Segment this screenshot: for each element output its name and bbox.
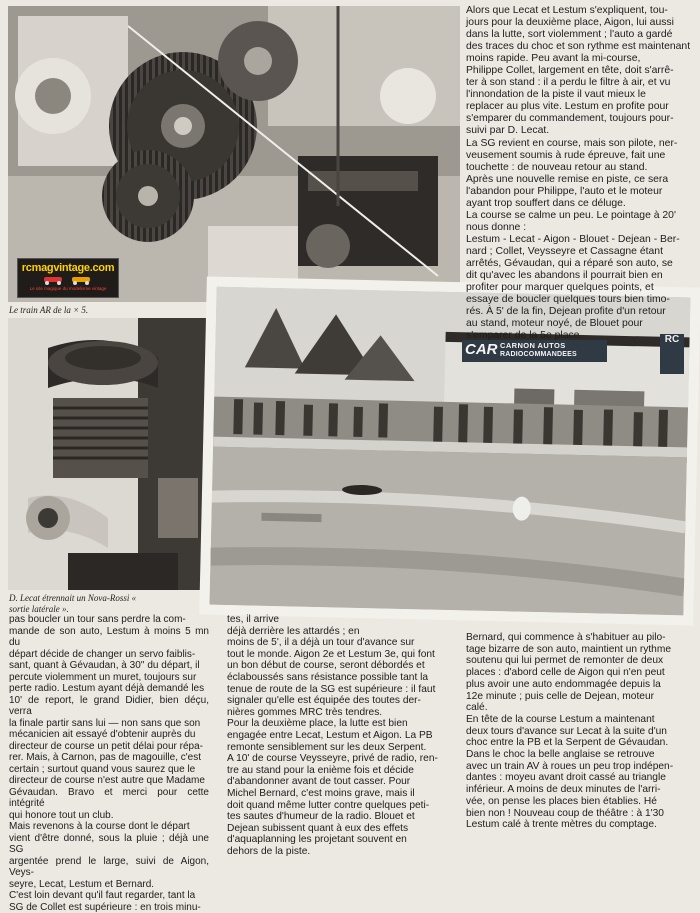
billboard-line1: CARNON AUTOS — [500, 341, 566, 350]
text-line: percute violemment un muret, toujours sur — [9, 672, 209, 684]
text-line: rés. À 5' de la fin, Dejean profite d'un retour — [466, 306, 692, 318]
text-line: A 10' de course Veysseyre, privé de radio, ren- — [227, 753, 453, 765]
text-line: Lestum - Lecat - Aigon - Blouet - Dejean - Ber- — [466, 234, 692, 246]
text-line: Philippe Collet, largement en tête, doit s'arrê- — [466, 65, 692, 77]
text-line: 12e minute ; puis celle de Dejean, moteur — [466, 691, 692, 703]
text-line: tout le monde. Aigon 2e et Lestum 3e, qui font — [227, 649, 453, 661]
text-line: argentée prend le large, suivi de Aigon, Veys- — [9, 856, 209, 879]
text-line: dantes : moyeu avant droit cassé au triangle — [466, 772, 692, 784]
text-line: essaye de boucler quelques tours bien timo- — [466, 294, 692, 306]
text-line: sant, quant à Gévaudan, à 30'' du départ, il — [9, 660, 209, 672]
text-line: doit quand même lutter contre quelques peti- — [227, 800, 453, 812]
text-column-middle — [227, 614, 453, 857]
text-line: Bernard, qui commence à s'habituer au pilo- — [466, 632, 692, 644]
text-line: d'abandonner avant de tout casser. Pour — [227, 776, 453, 788]
text-line: replacer au plus vite. Lestum en profite pour — [466, 101, 692, 113]
text-line: suivi par D. Lecat. — [466, 125, 692, 137]
logo-text: rcmagvintage.com — [18, 262, 118, 274]
billboard-car-logo: CAR — [465, 341, 498, 358]
text-line: des traces du choc et son rythme est maintenant — [466, 41, 692, 53]
text-line: tage bizarre de son auto, maintient un rythme — [466, 644, 692, 656]
text-line: vient d'être donné, sous la pluie ; déjà une SG — [9, 833, 209, 856]
text-line: mécanicien ait essayé d'obtenir auprès du — [9, 729, 209, 741]
text-line: calé. — [466, 702, 692, 714]
text-line: perte radio. Lestum ayant déjà demandé les — [9, 683, 209, 695]
text-line: jours pour la deuxième place, Aigon, lui aussi — [466, 17, 692, 29]
text-line: touchette : de nouveau retour au stand. — [466, 162, 692, 174]
text-line: 10' de report, le grand Didier, bien déçu, verra — [9, 695, 209, 718]
text-line: tenue de route de la SG est supérieure : il faut — [227, 684, 453, 696]
text-line: avec un train AV à roues un peu trop indépen- — [466, 761, 692, 773]
text-line: bien non ! Nouveau coup de théâtre : à 1'30 — [466, 808, 692, 820]
text-line: déjà derrière les attardés ; en — [227, 626, 453, 638]
text-line: qui honore tout un club. — [9, 810, 209, 822]
text-line: un bon début de course, seront débordés et — [227, 660, 453, 672]
text-line: vée, on pense les places bien établies. Hé — [466, 796, 692, 808]
text-line: Pour la deuxième place, la lutte est bien — [227, 718, 453, 730]
text-line: choc entre la PB et la Serpent de Gévaudan. — [466, 737, 692, 749]
text-line: ter à son stand : il a perdu le filtre à air, et vu — [466, 77, 692, 89]
text-line: deux tours d'avance sur Lecat à la suite d'un — [466, 726, 692, 738]
text-line: arrêtés, Gévaudan, qui a réparé son auto, se — [466, 258, 692, 270]
text-line: l'innondation de la piste il vaut mieux le — [466, 89, 692, 101]
text-line: La SG revient en course, mais son pilote, ner- — [466, 138, 692, 150]
text-line: SG de Collet est supérieure : en trois minu- — [9, 902, 209, 913]
text-line: nières gommes MRC très tendres. — [227, 707, 453, 719]
text-line: Alors que Lecat et Lestum s'expliquent, tou- — [466, 5, 692, 17]
text-line: moins rapide. Peu avant la mi-course, — [466, 53, 692, 65]
text-line: profiter pour marquer quelques points, et — [466, 282, 692, 294]
text-line: inférieur. A moins de deux minutes de l'arri- — [466, 784, 692, 796]
text-line: Dejean subissent quant à eux des effets — [227, 823, 453, 835]
text-line: mande de son auto, Lestum à moins 5 mn du — [9, 626, 209, 649]
text-line: En tête de la course Lestum a maintenant — [466, 714, 692, 726]
text-line: au stand, moteur noyé, de Blouet pour — [466, 318, 692, 330]
text-line: places : d'abord celle de Aigon qui n'en peut — [466, 667, 692, 679]
text-line: signaler qu'elle est équipée des toutes der- — [227, 695, 453, 707]
text-line: seyre, Lecat, Lestum et Bernard. — [9, 879, 209, 891]
text-line: nous donne : — [466, 222, 692, 234]
text-line: tes sautes d'humeur de la radio. Blouet et — [227, 811, 453, 823]
text-line: dans la lutte, sort violemment ; l'auto a gardé — [466, 29, 692, 41]
logo-tagline: Le site magique du modelisme vintage — [18, 286, 118, 291]
text-line: l'abandon pour Philippe, l'auto et le moteur — [466, 186, 692, 198]
billboard-side: RC — [660, 334, 684, 374]
text-line: départ décide de changer un servo faiblis- — [9, 649, 209, 661]
text-line: tre au stand pour la enième fois et décide — [227, 765, 453, 777]
text-line: Gévaudan. Bravo et merci pour cette intégrité — [9, 787, 209, 810]
text-line: pas boucler un tour sans perdre la com- — [9, 614, 209, 626]
text-column-top-right — [466, 5, 692, 342]
text-line: éclaboussés sans résistance possible tant la — [227, 672, 453, 684]
text-line: Michel Bernard, c'est moins grave, mais il — [227, 788, 453, 800]
text-line: directeur de course n'est autre que Madame — [9, 775, 209, 787]
text-line: C'est loin devant qu'il faut regarder, tant la — [9, 890, 209, 902]
text-line: Lestum calé à trente mètres du comptage. — [466, 819, 692, 831]
text-column-left — [9, 614, 209, 913]
text-line: engagée entre Lecat, Lestum et Aigon. La PB — [227, 730, 453, 742]
text-line: veusement soumis à rude épreuve, fait une — [466, 150, 692, 162]
text-line: s'emparer du commandement, toujours pour- — [466, 113, 692, 125]
text-line: La course se calme un peu. Le pointage à 20' — [466, 210, 692, 222]
text-line: Mais revenons à la course dont le départ — [9, 821, 209, 833]
text-line: moins de 5', il a déjà un tour d'avance sur — [227, 637, 453, 649]
text-line: ayant trop souffert dans ce déluge. — [466, 198, 692, 210]
text-column-right — [466, 632, 692, 831]
text-line: la finale partir sans lui — non sans que son — [9, 718, 209, 730]
text-line: Après une nouvelle remise en piste, ce sera — [466, 174, 692, 186]
caption-engine: D. Lecat étrennait un Nova-Rossi « sortie latérale ». — [9, 593, 154, 614]
photo-engine — [8, 318, 208, 590]
text-line: plus avoir une auto endommagée depuis la — [466, 679, 692, 691]
caption-train-ar: Le train AR de la × 5. — [9, 305, 209, 316]
text-line: directeur de course un petit délai pour répa- — [9, 741, 209, 753]
car-icon — [40, 275, 96, 285]
text-line: s'emparer de la 5e place. — [466, 330, 692, 342]
text-line: nard ; Collet, Veysseyre et Cassagne étant — [466, 246, 692, 258]
billboard-carnon-autos — [462, 340, 607, 362]
billboard-line2: RADIOCOMMANDEES — [500, 351, 577, 358]
site-logo — [17, 258, 119, 298]
text-line: dehors de la piste. — [227, 846, 453, 858]
text-line: rer. Mais, à Carnon, pas de magouille, c'est — [9, 752, 209, 764]
text-line: d'aquaplanning les projetant souvent en — [227, 834, 453, 846]
text-line: remonte sensiblement sur les deux Serpent. — [227, 742, 453, 754]
text-line: Dans le choc la belle anglaise se retrouve — [466, 749, 692, 761]
text-line: certain ; surtout quand vous saurez que le — [9, 764, 209, 776]
text-line: soutenu qui lui permet de remonter de deux — [466, 655, 692, 667]
text-line: tes, il arrive — [227, 614, 453, 626]
text-line: dit qu'avec les abandons il pourrait bien en — [466, 270, 692, 282]
